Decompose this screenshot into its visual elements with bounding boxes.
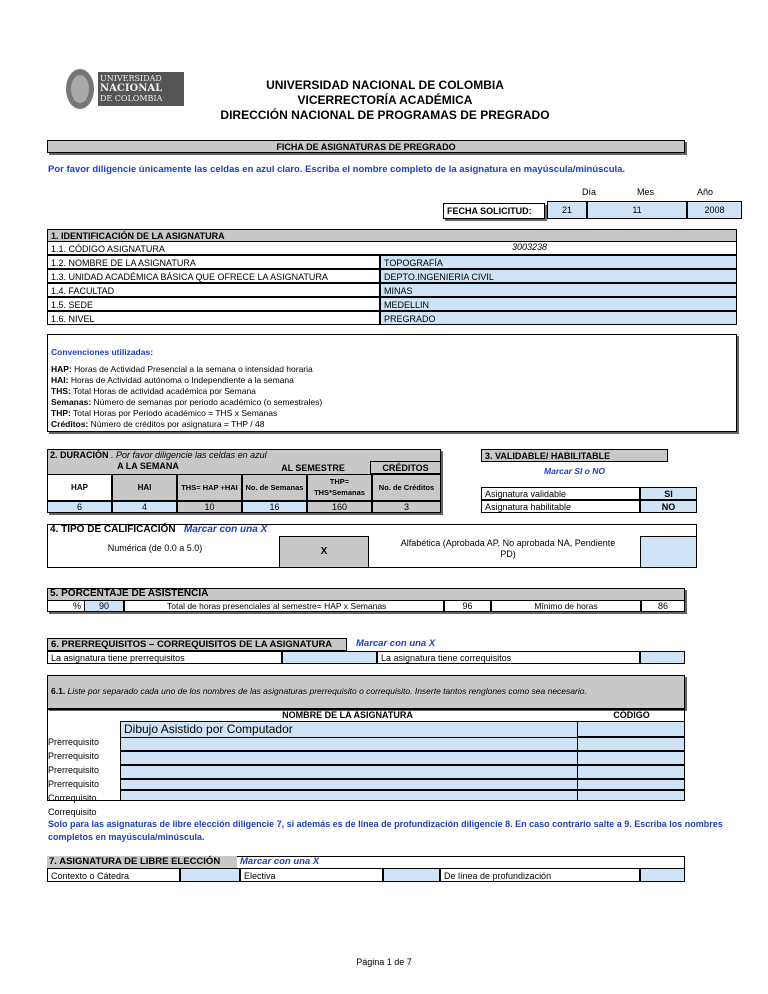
- lista-code-field[interactable]: [577, 751, 685, 765]
- lista-types: [48, 735, 99, 819]
- fecha-month-label: Mes: [637, 187, 655, 197]
- col-creditos: No. de Créditos: [372, 474, 441, 501]
- lista-name-field[interactable]: [120, 737, 578, 751]
- instructions: Por favor diligencie únicamente las celdas en azul claro. Escriba el nombre completo de la asignatura en mayúscula/minúscula.: [48, 164, 626, 175]
- validable-field[interactable]: SI: [640, 487, 697, 500]
- contexto-mark[interactable]: [180, 868, 240, 882]
- col-hap: HAP: [47, 474, 112, 501]
- unidad-label: 1.3. UNIDAD ACADÉMICA BÁSICA QUE OFRECE LA ASIGNATURA: [47, 269, 380, 283]
- fecha-day-label: Día: [582, 187, 597, 197]
- lista-instruction-box: 6.1. Liste por separado cada uno de los nombres de las asignaturas prerrequisito o correquisito. Inserte tantos renglones como sea necesario.: [47, 675, 685, 709]
- codigo-label: 1.1. CÓDIGO ASIGNATURA: [47, 241, 737, 255]
- habilitable-label: Asignatura habilitable: [481, 500, 640, 513]
- alfabetica-label: Alfabética (Aprobada AP, No aprobada NA, Pendiente PD): [400, 538, 616, 559]
- hai-field[interactable]: 4: [112, 501, 177, 513]
- numerica-mark[interactable]: X: [279, 536, 369, 568]
- creditos-header: CRÉDITOS: [370, 461, 441, 474]
- hap-field[interactable]: 6: [47, 501, 112, 513]
- contexto-label: Contexto o Cátedra: [47, 868, 180, 882]
- al-semestre-header: AL SEMESTRE: [281, 463, 345, 473]
- col-hai: HAI: [112, 474, 177, 501]
- lista-code-field[interactable]: [577, 765, 685, 779]
- prerrequisitos-title: 6. PRERREQUISITOS – CORREQUISITOS DE LA ASIGNATURA: [47, 638, 347, 651]
- conv-item: THP: Total Horas por Periodo académico = THS x Semanas: [51, 408, 278, 418]
- header-line-1: UNIVERSIDAD NACIONAL DE COLOMBIA: [266, 78, 504, 92]
- fecha-solicitud-label: FECHA SOLICITUD:: [443, 203, 545, 219]
- linea-mark[interactable]: [640, 868, 685, 882]
- sede-field[interactable]: MEDELLIN: [380, 297, 737, 311]
- col-nombre-header: NOMBRE DE LA ASIGNATURA: [282, 710, 413, 720]
- a-la-semana-header: A LA SEMANA: [117, 461, 179, 471]
- nombre-label: 1.2. NOMBRE DE LA ASIGNATURA: [47, 255, 380, 269]
- validable-hint: Marcar SI o NO: [544, 466, 605, 476]
- minimo-horas-value: 86: [641, 600, 685, 612]
- pct-label: %: [47, 600, 84, 612]
- facultad-label: 1.4. FACULTAD: [47, 283, 380, 297]
- logo-line-1: UNIVERSIDAD: [100, 74, 162, 83]
- numerica-label: Numérica (de 0.0 a 5.0): [107, 543, 203, 553]
- fecha-year-label: Año: [697, 187, 714, 197]
- header-line-2: VICERRECTORÍA ACADÉMICA: [297, 93, 473, 107]
- row-type: Prerrequisito: [48, 737, 100, 747]
- ths-value: 10: [177, 501, 242, 513]
- lista-name-field-1[interactable]: Dibujo Asistido por Computador: [120, 721, 578, 737]
- lista-code-field[interactable]: [577, 779, 685, 790]
- pre-label: La asignatura tiene prerrequisitos: [47, 651, 282, 664]
- creditos-value: 3: [372, 501, 441, 513]
- col-codigo-header: CÓDIGO: [613, 710, 650, 720]
- electiva-label: Electiva: [240, 868, 383, 882]
- row-type: Prerrequisito: [48, 765, 100, 775]
- row-type: Prerrequisito: [48, 751, 100, 761]
- habilitable-field[interactable]: NO: [640, 500, 697, 513]
- fecha-month-field[interactable]: 11: [587, 201, 687, 219]
- lista-code-field[interactable]: [577, 737, 685, 751]
- col-thp: THP= THS*Semanas: [307, 474, 372, 501]
- row-type: Correquisito: [48, 807, 97, 817]
- lista-name-field[interactable]: [120, 790, 578, 801]
- validable-title: 3. VALIDABLE/ HABILITABLE: [481, 449, 668, 462]
- logo-line-3: DE COLOMBIA: [100, 94, 163, 103]
- convenciones-box: [47, 334, 737, 432]
- nivel-label: 1.6. NIVEL: [47, 311, 380, 325]
- total-horas-value: 96: [444, 600, 491, 612]
- identificacion-title: 1. IDENTIFICACIÓN DE LA ASIGNATURA: [47, 229, 737, 242]
- fecha-day-field[interactable]: 21: [547, 201, 587, 219]
- lista-name-field[interactable]: [120, 765, 578, 779]
- validable-label: Asignatura validable: [481, 487, 640, 500]
- libre-instructions: Solo para las asignaturas de libre elección diligencie 7, si además es de línea de profundización diligencie 8. En caso contrario salte a 9. Escriba los nombres completos en mayúscula/minúscula.: [48, 819, 723, 842]
- semanas-field[interactable]: 16: [242, 501, 307, 513]
- pre-mark[interactable]: [282, 651, 377, 664]
- convenciones-title: Convenciones utilizadas:: [51, 347, 154, 357]
- conv-item: HAP: Horas de Actividad Presencial a la semana o intensidad horaria: [51, 364, 313, 374]
- row-type: Correquisito: [48, 793, 97, 803]
- lista-code-field[interactable]: [577, 790, 685, 801]
- lista-code-field-1[interactable]: [577, 721, 685, 737]
- facultad-field[interactable]: MINAS: [380, 283, 737, 297]
- col-ths: THS= HAP +HAI: [177, 474, 242, 501]
- conv-item: Créditos: Número de créditos por asignatura = THP / 48: [51, 419, 265, 429]
- total-horas-label: Total de horas presenciales al semestre= HAP x Semanas: [124, 600, 444, 612]
- document-header: [150, 78, 620, 123]
- ficha-title: FICHA DE ASIGNATURAS DE PREGRADO: [47, 140, 685, 153]
- thp-value: 160: [307, 501, 372, 513]
- alfabetica-mark[interactable]: [640, 536, 697, 568]
- lista-name-field[interactable]: [120, 779, 578, 790]
- co-mark[interactable]: [640, 651, 685, 664]
- conv-item: Semanas: Número de semanas por periodo académico (o semestrales): [51, 397, 323, 407]
- codigo-value: 3003238: [512, 242, 548, 252]
- nombre-field[interactable]: TOPOGRAFÍA: [380, 255, 737, 269]
- minimo-horas-label: Mínimo de horas: [491, 600, 641, 612]
- sede-label: 1.5. SEDE: [47, 297, 380, 311]
- logo-line-2: NACIONAL: [100, 83, 163, 94]
- libre-hint: Marcar con una X: [240, 856, 320, 867]
- conv-item: THS: Total Horas de actividad académica por Semana: [51, 386, 256, 396]
- co-label: La asignatura tiene correquisitos: [377, 651, 640, 664]
- header-line-3: DIRECCIÓN NACIONAL DE PROGRAMAS DE PREGRADO: [220, 108, 550, 122]
- nivel-field[interactable]: PREGRADO: [380, 311, 737, 325]
- libre-title: 7. ASIGNATURA DE LIBRE ELECCIÓN: [47, 856, 237, 868]
- calificacion-title: 4. TIPO DE CALIFICACIÓN Marcar con una X: [50, 524, 268, 535]
- lista-name-field[interactable]: [120, 751, 578, 765]
- row-type: Prerrequisito: [48, 779, 100, 789]
- fecha-year-field[interactable]: 2008: [687, 201, 742, 219]
- page-footer: Página 1 de 7: [356, 957, 412, 967]
- col-semanas: No. de Semanas: [242, 474, 307, 501]
- prerrequisitos-hint: Marcar con una X: [356, 638, 436, 649]
- duracion-title: 2. DURACIÓN . Por favor diligencie las celdas en azul: [50, 450, 267, 460]
- asistencia-title: 5. PORCENTAJE DE ASISTENCIA: [50, 588, 209, 599]
- linea-label: De línea de profundización: [440, 868, 640, 882]
- unidad-field[interactable]: DEPTO.INGENIERIA CIVIL: [380, 269, 737, 283]
- asistencia-pct-field[interactable]: 90: [84, 600, 124, 612]
- electiva-mark[interactable]: [383, 868, 440, 882]
- conv-item: HAI: Horas de Actividad autónoma o Independiente a la semana: [51, 375, 294, 385]
